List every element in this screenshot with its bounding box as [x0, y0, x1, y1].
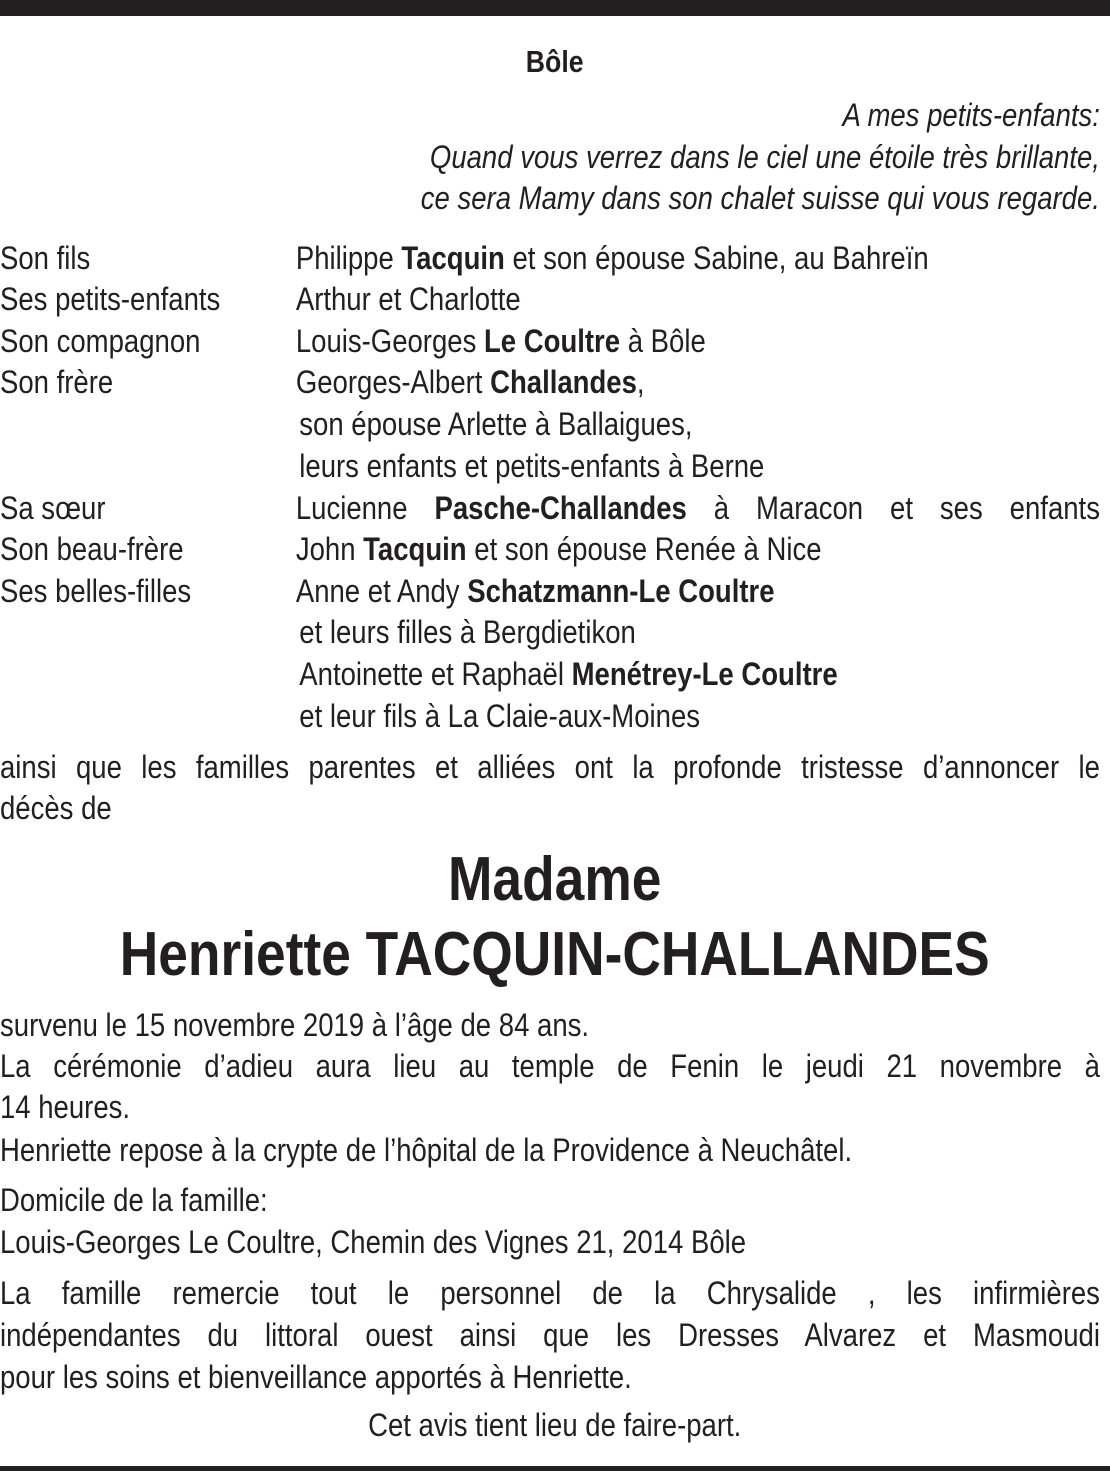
name-text: Philippe: [295, 240, 402, 276]
surname: Schatzmann-Le Coultre: [467, 573, 775, 609]
relation-continuation: [299, 654, 837, 694]
relation-continuation: et leurs filles à Bergdietikon: [299, 614, 636, 650]
relation-label: Son frère: [0, 364, 114, 400]
name-text: Anne et Andy: [295, 573, 468, 609]
name-text: Georges-Albert: [295, 364, 491, 400]
relation-label: Son compagnon: [0, 323, 201, 359]
relation-value: [296, 362, 645, 402]
surname: Le Coultre: [483, 323, 621, 359]
announcement-text: décès de: [0, 790, 112, 826]
name-text: à Maracon et ses enfants: [713, 490, 1100, 526]
name-text: ,: [636, 364, 645, 400]
epigraph-line: Quand vous verrez dans le ciel une étoile très brillante,: [429, 139, 1100, 175]
relation-label: Son beau-frère: [0, 531, 184, 567]
surname: Challandes: [490, 364, 637, 400]
thanks-text: indépendantes du littoral ouest ainsi que les Dresses Alvarez et Masmoudi: [0, 1317, 1100, 1353]
name-text: Arthur et Charlotte: [295, 281, 521, 317]
relation-label: Son fils: [0, 240, 91, 276]
death-date-text: survenu le 15 novembre 2019 à l’âge de 84 ans.: [0, 1007, 590, 1043]
relation-value: [296, 488, 1100, 528]
place-heading: Bôle: [525, 44, 584, 79]
name-text: Lucienne: [295, 490, 435, 526]
thanks-text: La famille remercie tout le personnel de la Chrysalide , les infirmières: [0, 1275, 1100, 1311]
domicile-address: Louis-Georges Le Coultre, Chemin des Vignes 21, 2014 Bôle: [0, 1224, 747, 1260]
rest-place-text: Henriette repose à la crypte de l’hôpital de la Providence à Neuchâtel.: [0, 1132, 853, 1168]
relation-value: [296, 238, 929, 278]
name-text: à Bôle: [620, 323, 706, 359]
name-text: John: [295, 531, 364, 567]
surname: Menétrey-Le Coultre: [571, 656, 838, 692]
domicile-label: Domicile de la famille:: [0, 1182, 268, 1218]
ceremony-text: 14 heures.: [0, 1089, 131, 1125]
deceased-name: Henriette TACQUIN-CHALLANDES: [119, 920, 990, 989]
surname: Pasche-Challandes: [434, 490, 687, 526]
relation-continuation: leurs enfants et petits-enfants à Berne: [299, 448, 765, 484]
relation-label: Sa sœur: [0, 490, 106, 526]
surname: Tacquin: [401, 240, 505, 276]
relation-value: [296, 571, 775, 611]
relation-label: Ses petits-enfants: [0, 281, 221, 317]
surname: Tacquin: [363, 531, 467, 567]
epigraph-line: ce sera Mamy dans son chalet suisse qui vous regarde.: [420, 180, 1100, 216]
bottom-rule: [0, 1466, 1110, 1471]
relation-continuation: son épouse Arlette à Ballaigues,: [299, 406, 693, 442]
name-text: et son épouse Sabine, au Bahreïn: [504, 240, 929, 276]
name-text: et son épouse Renée à Nice: [466, 531, 822, 567]
relation-value: [296, 321, 706, 361]
relation-value: [296, 279, 521, 319]
name-text: Louis-Georges: [295, 323, 484, 359]
ceremony-text: La cérémonie d’adieu aura lieu au temple de Fenin le jeudi 21 novembre à: [0, 1048, 1100, 1084]
thanks-text: pour les soins et bienveillance apportés à Henriette.: [0, 1359, 632, 1395]
relation-label: Ses belles-filles: [0, 573, 192, 609]
epigraph-line: A mes petits-enfants:: [842, 97, 1100, 133]
name-text: Antoinette et Raphaël: [299, 656, 572, 692]
deceased-title: Madame: [448, 845, 662, 914]
closing-text: Cet avis tient lieu de faire-part.: [368, 1407, 742, 1443]
relation-continuation: et leur fils à La Claie-aux-Moines: [299, 698, 701, 734]
relation-value: [296, 529, 822, 569]
announcement-text: ainsi que les familles parentes et alliées ont la profonde tristesse d’annoncer le: [0, 749, 1100, 785]
